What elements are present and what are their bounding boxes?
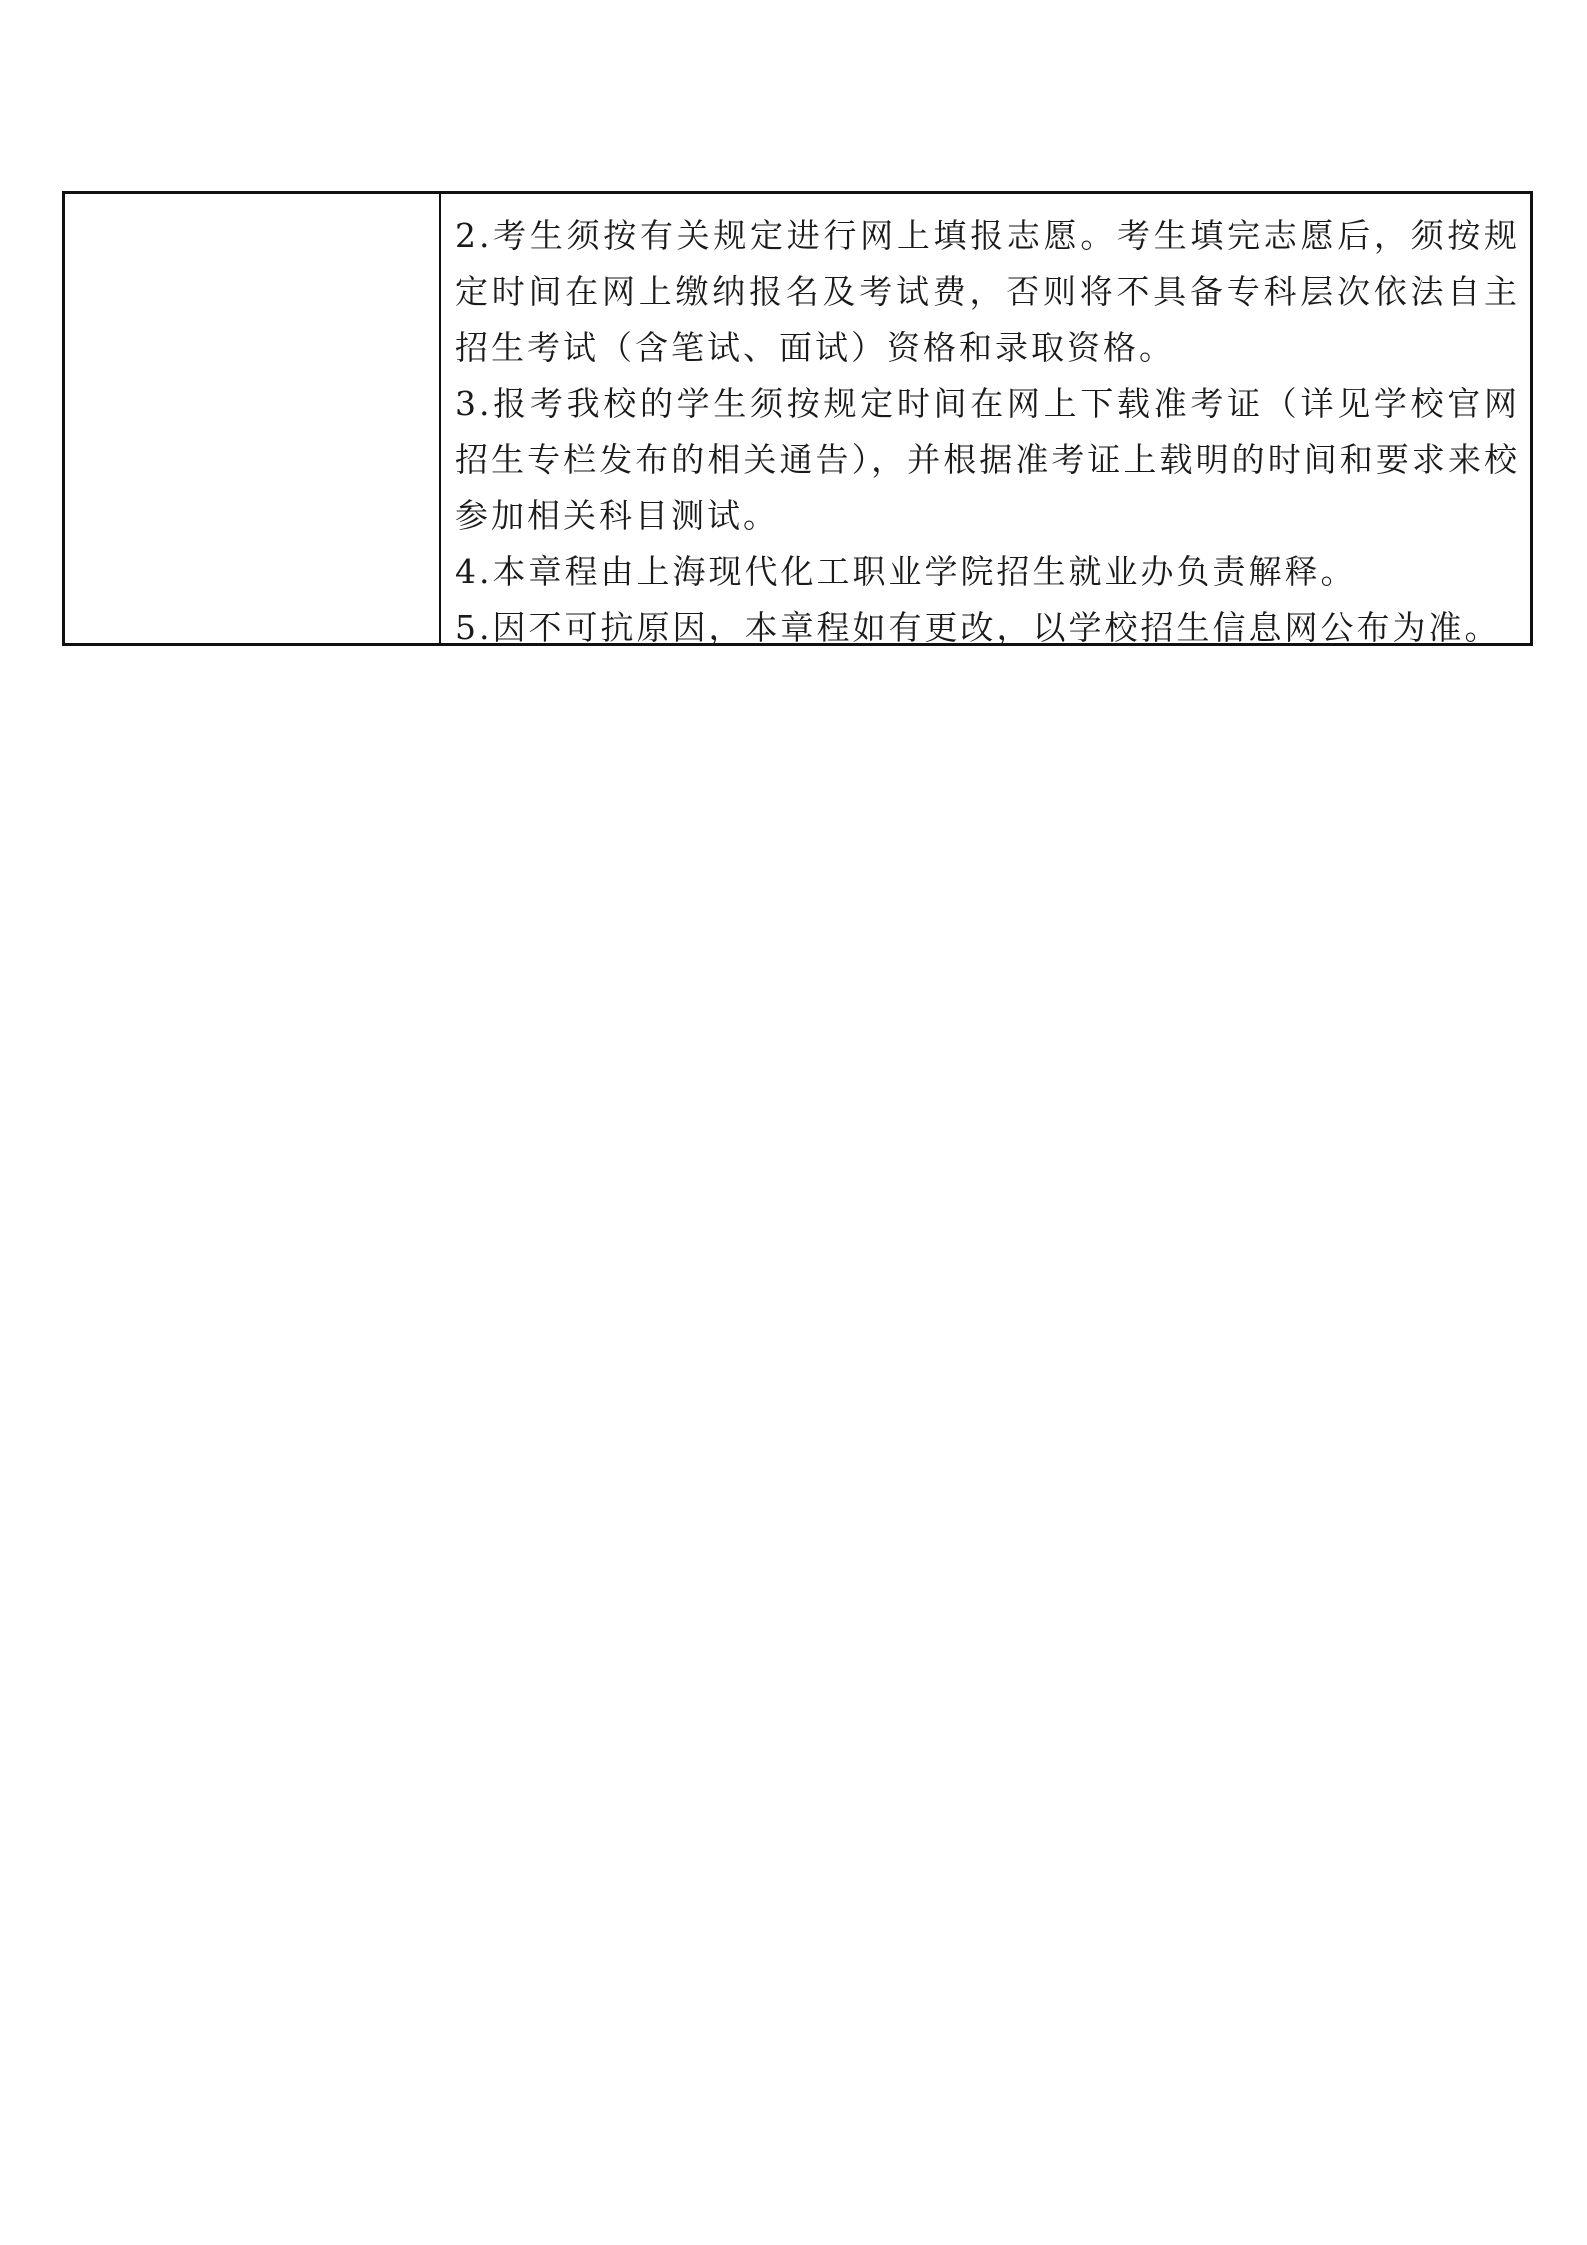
table-left-cell bbox=[65, 194, 441, 643]
notes-table bbox=[62, 191, 1533, 646]
note-item-2: 2.考生须按有关规定进行网上填报志愿。考生填完志愿后，须按规定时间在网上缴纳报名及考试费，否则将不具备专科层次依法自主招生考试（含笔试、面试）资格和录取资格。 bbox=[455, 216, 1520, 367]
note-item-5: 5.因不可抗原因，本章程如有更改，以学校招生信息网公布为准。 bbox=[455, 608, 1501, 647]
table-right-cell bbox=[441, 194, 1530, 647]
note-item-3: 3.报考我校的学生须按规定时间在网上下载准考证（详见学校官网招生专栏发布的相关通告），并根据准考证上载明的时间和要求来校参加相关科目测试。 bbox=[455, 384, 1520, 535]
note-item-4: 4.本章程由上海现代化工职业学院招生就业办负责解释。 bbox=[455, 552, 1357, 591]
